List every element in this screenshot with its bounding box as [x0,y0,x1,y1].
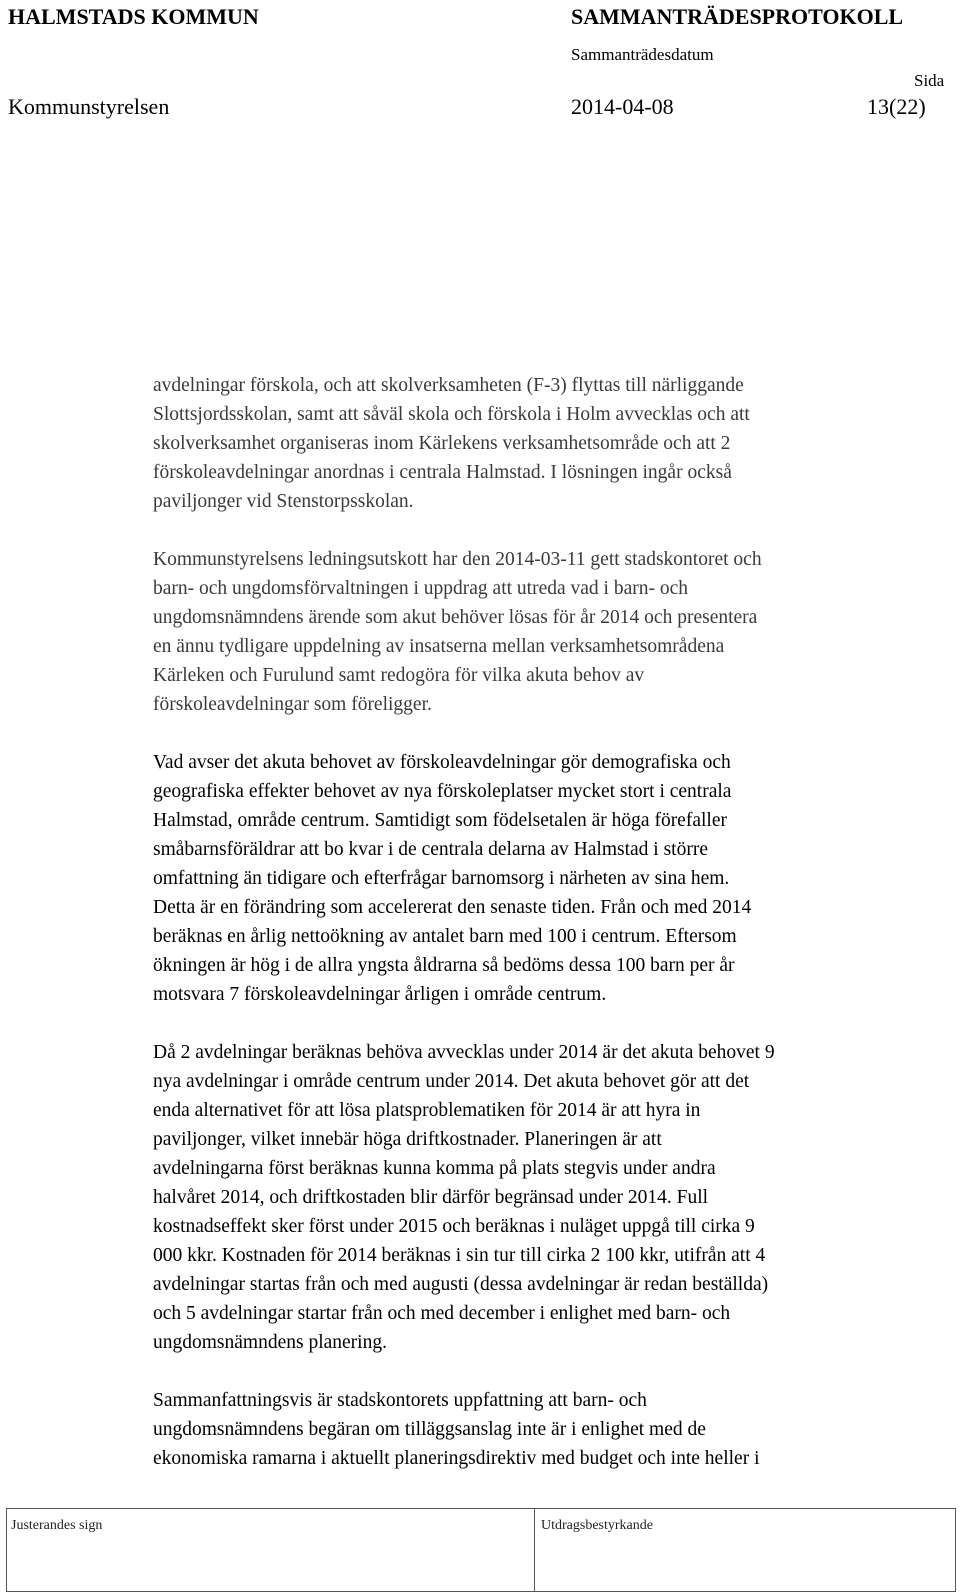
extract-certification-label: Utdragsbestyrkande [541,1518,653,1533]
text-line: Slottsjordsskolan, samt att såväl skola och förskola i Holm avvecklas och att [153,404,750,425]
text-line: geografiska effekter behovet av nya förskoleplatser mycket stort i centrala [153,781,732,802]
text-line: avdelningarna först beräknas kunna komma på plats stegvis under andra [153,1158,716,1179]
text-line: paviljonger vid Stenstorpsskolan. [153,491,414,512]
text-line: beräknas en årlig nettoökning av antalet barn med 100 i centrum. Eftersom [153,926,737,947]
text-line: nya avdelningar i område centrum under 2014. Det akuta behovet gör att det [153,1071,750,1092]
text-line: Vad avser det akuta behovet av förskoleavdelningar gör demografiska och [153,752,731,773]
text-line: skolverksamhet organiseras inom Kärlekens verksamhetsområde och att 2 [153,433,731,454]
text-line: paviljonger, vilket innebär höga driftkostnader. Planeringen är att [153,1129,662,1150]
paragraph [153,1386,955,1473]
text-line: Kärleken och Furulund samt redogöra för vilka akuta behov av [153,665,645,686]
text-line: omfattning än tidigare och efterfrågar barnomsorg i närheten av sina hem. [153,868,730,889]
meeting-date-label: Sammanträdesdatum [571,45,714,64]
text-line: motsvara 7 förskoleavdelningar årligen i område centrum. [153,984,607,1005]
text-line: barn- och ungdomsförvaltningen i uppdrag att utreda vad i barn- och [153,578,689,599]
committee-name: Kommunstyrelsen [8,94,170,119]
paragraph [153,748,955,1009]
document-type: SAMMANTRÄDESPROTOKOLL [571,4,904,29]
text-line: ungdomsnämndens begäran om tilläggsanslag inte är i enlighet med de [153,1419,706,1440]
text-line: ekonomiska ramarna i aktuellt planeringsdirektiv med budget och inte heller i [153,1448,760,1469]
text-line: ungdomsnämndens planering. [153,1332,387,1353]
text-line: Halmstad, område centrum. Samtidigt som födelsetalen är höga förefaller [153,810,727,831]
meeting-date: 2014-04-08 [571,94,674,119]
text-line: förskoleavdelningar som föreligger. [153,694,432,715]
text-line: 000 kkr. Kostnaden för 2014 beräknas i sin tur till cirka 2 100 kkr, utifrån att 4 [153,1245,766,1266]
signature-footer [6,1508,956,1592]
paragraph [153,545,955,719]
text-line: en ännu tydligare uppdelning av insatserna mellan verksamhetsområdena [153,636,725,657]
document-body [153,371,955,1502]
page-number: 13(22) [867,94,926,119]
text-line: förskoleavdelningar anordnas i centrala Halmstad. I lösningen ingår också [153,462,732,483]
adjuster-signature-label: Justerandes sign [11,1518,103,1533]
text-line: småbarnsföräldrar att bo kvar i de centrala delarna av Halmstad i större [153,839,708,860]
municipality-name: HALMSTADS KOMMUN [8,4,259,29]
text-line: Kommunstyrelsens ledningsutskott har den 2014-03-11 gett stadskontoret och [153,549,762,570]
paragraph [153,1038,955,1357]
text-line: och 5 avdelningar startar från och med december i enlighet med barn- och [153,1303,731,1324]
footer-divider [534,1509,535,1591]
text-line: Då 2 avdelningar beräknas behöva avvecklas under 2014 är det akuta behovet 9 [153,1042,775,1063]
text-line: halvåret 2014, och driftkostaden blir därför begränsad under 2014. Full [153,1187,709,1208]
text-line: enda alternativet för att lösa platsproblematiken för 2014 är att hyra in [153,1100,701,1121]
text-line: Detta är en förändring som accelererat den senaste tiden. Från och med 2014 [153,897,752,918]
page-label: Sida [914,71,945,90]
text-line: Sammanfattningsvis är stadskontorets uppfattning att barn- och [153,1390,647,1411]
text-line: avdelningar förskola, och att skolverksamheten (F-3) flyttas till närliggande [153,375,744,396]
text-line: ökningen är hög i de allra yngsta åldrarna så bedöms dessa 100 barn per år [153,955,735,976]
paragraph [153,371,955,516]
text-line: avdelningar startas från och med augusti (dessa avdelningar är redan beställda) [153,1274,769,1295]
text-line: ungdomsnämndens ärende som akut behöver lösas för år 2014 och presentera [153,607,758,628]
text-line: kostnadseffekt sker först under 2015 och beräknas i nuläget uppgå till cirka 9 [153,1216,755,1237]
